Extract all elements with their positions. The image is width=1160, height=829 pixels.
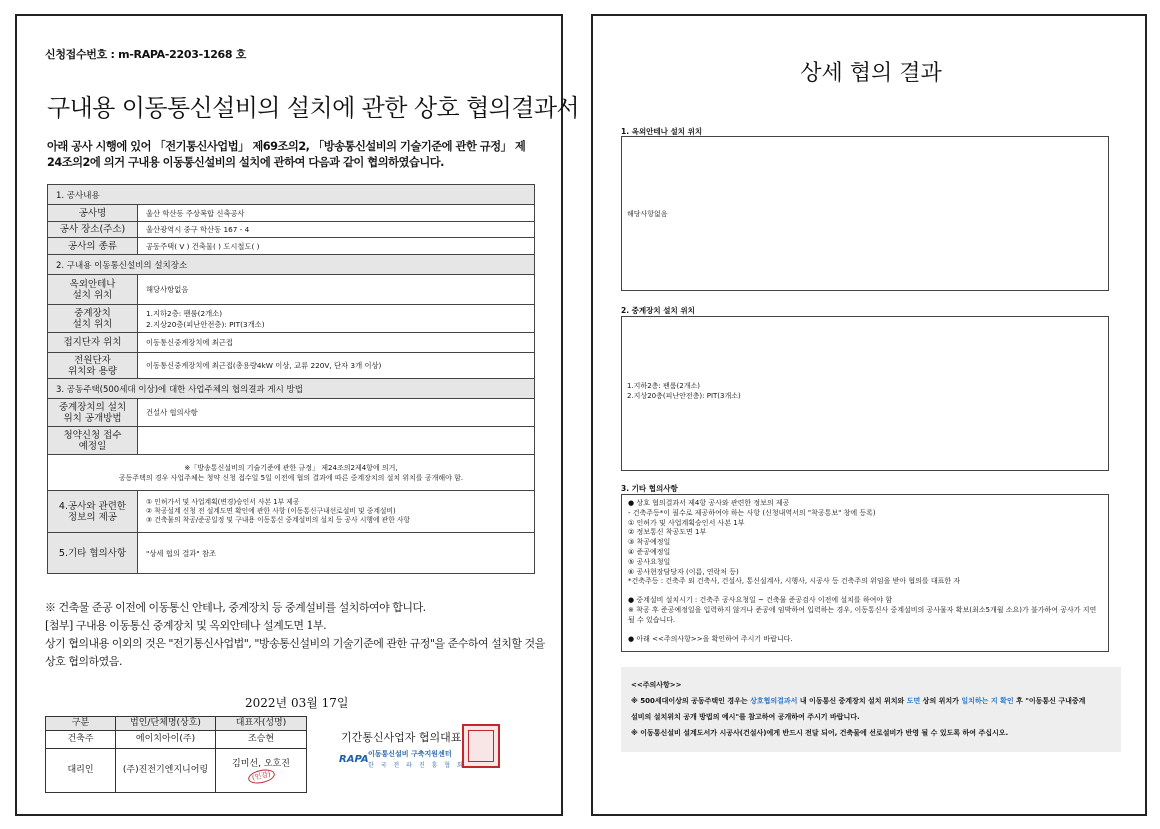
section-header: 1. 공사내용 — [48, 185, 535, 205]
notice-line — [631, 693, 1111, 709]
application-number: 신청접수번호 : m-RAPA-2203-1268 호 — [45, 48, 247, 61]
detail-results-page — [591, 14, 1147, 816]
section-label: 3. 기타 협의사항 — [621, 484, 678, 493]
regulation-note — [48, 455, 535, 491]
note-line: ※「방송통신설비의 기술기준에 관한 규정」 제24조의2제4항에 의거, — [184, 463, 398, 472]
table-row — [48, 491, 535, 533]
row-value — [138, 491, 535, 533]
table-row — [48, 222, 535, 238]
notice-highlight: 상호협의결과서 — [750, 697, 798, 705]
box-text: 2.지상20층(피난안전층): PIT(3개소) — [627, 392, 741, 400]
text-line: ⑥ 공사현장담당자 (이름, 연락처 등) — [628, 567, 739, 576]
agreement-document-page — [15, 14, 579, 816]
column-header: 대표자(성명) — [216, 717, 307, 731]
row-value: 이동통신중계장치에 최근접 — [138, 333, 535, 353]
row-value: 해당사항없음 — [138, 275, 535, 305]
row-value: 울산광역시 중구 학산동 167 - 4 — [138, 222, 535, 238]
text-line: ③ 착공예정일 — [628, 538, 671, 547]
page-title: 상세 협의 결과 — [800, 61, 942, 86]
signature-table — [45, 716, 307, 793]
label-line: 예정일 — [78, 440, 107, 452]
table-row — [48, 205, 535, 222]
text-line: ※ 착공 후 준공예정일을 입력하지 않거나 준공에 임박하여 입력하는 경우, 이동통신사 중계설비의 공사물자 확보(최소5개월 소요)가 불가하여 공사가 지연 될 수 있습니다. — [628, 605, 1097, 624]
row-value: 이동통신중계장치에 최근접(총용량4kW 이상, 교류 220V, 단자 3개 이상) — [138, 353, 535, 379]
table-row — [48, 305, 535, 333]
table-row — [46, 717, 307, 731]
notice-line: ※ 이동통신설비 설계도서가 시공사(건설사)에게 반드시 전달 되어, 건축물에 선로설비가 반영 될 수 있도록 하여 주십시오. — [631, 729, 1009, 737]
notice-highlight: 일치하는 지 확인 — [961, 697, 1014, 705]
row-label: 공사 장소(주소) — [48, 222, 138, 238]
representative-names: 김미선, 오호진 — [232, 758, 290, 769]
rapa-center-name: 이동통신설비 구축지원센터 — [368, 750, 452, 758]
document-title: 구내용 이동통신설비의 설치에 관한 상호 협의결과서 — [47, 94, 579, 122]
table-row — [48, 255, 535, 275]
text-line: ● 중계설비 설치시기 : 건축주 공사요청일 ~ 건축물 준공검사 이전에 설치를 하여야 함 — [628, 596, 893, 605]
table-row — [48, 379, 535, 399]
footer-line: 상호 협의하였음. — [45, 655, 122, 668]
text-line: ① 인허가 및 사업계획승인서 사본 1부 — [628, 518, 745, 527]
label-line: 위치 공개방법 — [63, 412, 122, 424]
box-text: 1.지하2층: 팬룸(2개소) — [627, 382, 700, 390]
value-line: ① 인허가서 및 사업계획(변경)승인서 사본 1부 제공 — [146, 498, 300, 506]
label-line: 중계장치 — [74, 307, 111, 319]
text-line: ⑤ 공사요청일 — [628, 557, 671, 566]
rapa-association-name: 한 국 전 파 진 흥 협 회 — [368, 762, 466, 769]
row-label: 5.기타 협의사항 — [48, 533, 138, 574]
table-cell: (주)진전기엔지니어링 — [116, 749, 216, 793]
notice-text: ※ 500세대이상의 공동주택인 경우는 — [631, 697, 751, 705]
value-line: 1.지하2층: 팬룸(2개소) — [146, 308, 223, 318]
notice-text: 후 "이동통신 구내중계 — [1013, 697, 1086, 705]
row-label — [48, 275, 138, 305]
seal-stamp: (인감) — [246, 767, 275, 785]
text-line: ② 정보통신 착공도면 1부 — [628, 528, 707, 537]
table-cell — [216, 749, 307, 793]
section-label: 1. 옥외안테나 설치 위치 — [621, 127, 703, 136]
notice-title: <<주의사항>> — [631, 681, 682, 689]
box-text: 해당사항없음 — [627, 210, 668, 218]
agreement-table — [47, 184, 535, 574]
label-line: 중계장치의 설치 — [58, 401, 127, 413]
label-line: 옥외안테나 — [69, 278, 116, 290]
row-label: 공사명 — [48, 205, 138, 222]
official-seal-icon — [462, 724, 500, 768]
section-label: 2. 중계장치 설치 위치 — [621, 306, 695, 315]
table-row — [48, 455, 535, 491]
column-header: 구분 — [46, 717, 116, 731]
table-row — [48, 399, 535, 427]
footer-line: 상기 협의내용 이외의 것은 "전기통신사업법", "방송통신설비의 기술기준에 관한 규정"을 준수하여 설치할 것을 — [45, 637, 545, 650]
row-label — [48, 491, 138, 533]
table-row — [46, 749, 307, 793]
notice-line: 설비의 설치위치 공개 방법의 예시"를 참고하여 공개하여 주시기 바랍니다. — [631, 713, 860, 721]
label-line: 전원단자 — [74, 354, 111, 366]
caution-notice — [621, 667, 1121, 752]
rapa-logo: RAPA — [339, 754, 369, 765]
table-cell: 건축주 — [46, 731, 116, 749]
note-line: 공동주택의 경우 사업주체는 청약 신청 접수일 5일 이전에 협의 결과에 따른 중계장치의 설치 위치를 공개해야 함. — [118, 473, 464, 482]
text-line: ● 아래 <<주의사항>>을 확인하여 주시기 바랍니다. — [628, 634, 793, 643]
notice-highlight: 도면 — [906, 697, 921, 705]
value-line: ② 착공설계 신청 전 설계도면 확인에 관한 사항 (이동통신구내선로설비 및 중계설비) — [146, 507, 396, 515]
text-line: ④ 준공예정일 — [628, 547, 671, 556]
row-label — [48, 305, 138, 333]
label-line: 설치 위치 — [72, 289, 113, 301]
footer-line: [첨부] 구내용 이동통신 중계장치 및 옥외안테나 설계도면 1부. — [45, 619, 327, 632]
row-label: 공사의 종류 — [48, 238, 138, 255]
row-label — [48, 427, 138, 455]
label-line: 정보의 제공 — [68, 511, 117, 523]
footer-line: ※ 건축물 준공 이전에 이동통신 안테나, 중계장치 등 중계설비를 설치하여야 합니다. — [45, 601, 426, 614]
row-value: 건설사 협의사항 — [138, 399, 535, 427]
row-value — [138, 305, 535, 333]
repeater-location-box — [621, 316, 1109, 471]
row-value: 울산 학산동 주상복합 신축공사 — [138, 205, 535, 222]
table-row — [46, 731, 307, 749]
intro-paragraph: 아래 공사 시행에 있어 「전기통신사업법」 제69조의2, 「방송통신설비의 기술기준에 관한 규정」 제24조의2에 의거 구내용 이동통신설비의 설치에 관하여 다음과 같이 협의하였습니다. — [47, 140, 526, 169]
table-row — [48, 533, 535, 574]
table-row — [48, 427, 535, 455]
column-header: 법인/단체명(상호) — [116, 717, 216, 731]
value-line: ③ 건축물의 착공/준공일정 및 구내용 이동통신 중계설비의 설치 등 공사 시행에 관한 사항 — [146, 516, 411, 524]
row-value: 공동주택( V ) 건축물( ) 도시철도( ) — [138, 238, 535, 255]
label-line: 4.공사와 관련한 — [58, 500, 127, 512]
row-label — [48, 353, 138, 379]
document-date: 2022년 03월 17일 — [245, 696, 349, 710]
table-cell: 대리인 — [46, 749, 116, 793]
table-row — [48, 353, 535, 379]
label-line: 청약신청 접수 — [63, 429, 122, 441]
footer-notes — [45, 599, 545, 671]
table-row — [48, 333, 535, 353]
row-label: 접지단자 위치 — [48, 333, 138, 353]
text-line: - 건축주등*이 필수로 제공하여야 하는 사항 (신청내역서의 "착공통보" 창에 등록) — [628, 508, 876, 517]
carrier-representative-label: 기간통신사업자 협의대표 — [341, 731, 462, 744]
table-row — [48, 238, 535, 255]
table-row — [48, 185, 535, 205]
table-cell: 에이치아이(주) — [116, 731, 216, 749]
section-header: 3. 공동주택(500세대 이상)에 대한 사업주체의 협의결과 게시 방법 — [48, 379, 535, 399]
table-cell: 조승현 — [216, 731, 307, 749]
antenna-location-box — [621, 136, 1109, 291]
row-value — [138, 427, 535, 455]
notice-text: 내 이동통신 중계장치 설치 위치와 — [797, 697, 907, 705]
row-value: "상세 협의 결과" 참조 — [138, 533, 535, 574]
label-line: 설치 위치 — [72, 318, 113, 330]
table-row — [48, 275, 535, 305]
value-line: 2.지상20층(피난안전층): PIT(3개소) — [146, 319, 265, 329]
label-line: 위치와 용량 — [68, 365, 117, 377]
row-label — [48, 399, 138, 427]
text-line: ● 상호 협의결과서 제4항 공사와 관련한 정보의 제공 — [628, 499, 790, 507]
section-header: 2. 구내용 이동통신설비의 설치장소 — [48, 255, 535, 275]
notice-text: 상의 위치가 — [920, 697, 962, 705]
other-items-box — [621, 494, 1109, 652]
text-line: *건축주등 : 건축주 외 건축사, 건설사, 통신설계사, 시행사, 시공사 등 건축주의 위임을 받아 협의를 대표한 자 — [628, 577, 961, 586]
